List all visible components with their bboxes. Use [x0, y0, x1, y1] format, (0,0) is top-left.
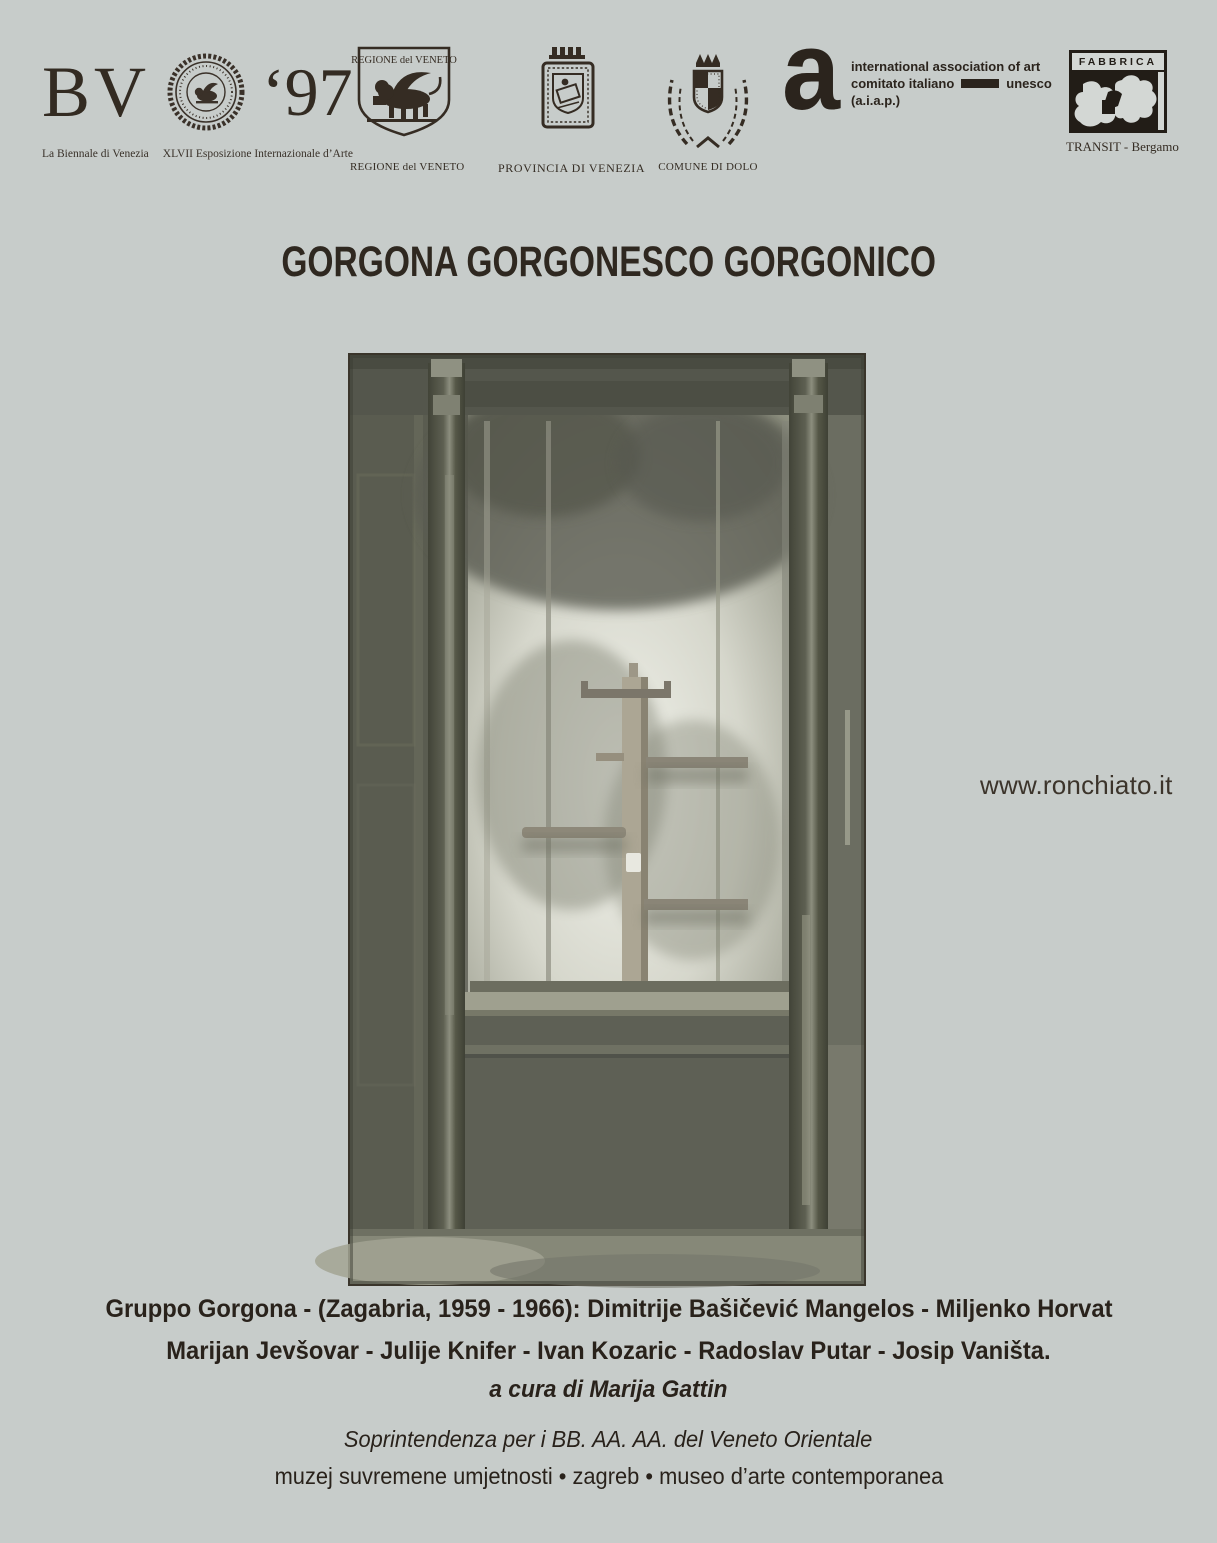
exhibition-photo [348, 353, 866, 1286]
aiap-line2: comitato italiano unesco [851, 76, 1052, 92]
provincia-venezia-crest-icon [535, 44, 601, 142]
regione-caption: REGIONE del VENETO [350, 161, 465, 173]
comune-caption: COMUNE DI DOLO [658, 161, 758, 173]
biennale-caption-left: La Biennale di Venezia [42, 148, 149, 160]
biennale-caption-right: XLVII Esposizione Internazionale d’Arte [162, 148, 353, 160]
biennale-monogram: BV [42, 52, 151, 132]
title-row [0, 238, 1217, 287]
fabbrica-label: FABBRICA [1072, 53, 1164, 72]
fabbrica-caption: TRANSIT - Bergamo [1066, 139, 1179, 154]
aiap-glyph: a [782, 8, 841, 133]
storefront-photo-graphic [350, 355, 864, 1284]
aiap-text-block [851, 50, 1052, 109]
biennale-seal-icon [166, 52, 246, 132]
aiap-a-icon [781, 8, 841, 133]
website-url: www.ronchiato.it [980, 770, 1173, 800]
credits-organizer: Soprintendenza per i BB. AA. AA. del Veneto Orientale [344, 1426, 873, 1452]
comune-dolo-logo [650, 50, 766, 173]
aiap-line1: international association of art [851, 59, 1041, 74]
provincia-caption: PROVINCIA DI VENEZIA [498, 161, 646, 175]
credits-curator: a cura di Marija Gattin [489, 1376, 728, 1403]
credits-artists-line1: Gruppo Gorgona - (Zagabria, 1959 - 1966): Dimitrije Bašičević Mangelos - Miljenko Horvat [105, 1295, 1112, 1323]
biennale-year: ‘97 [262, 54, 353, 130]
regione-veneto-logo [350, 44, 465, 173]
unesco-bar-icon [961, 79, 999, 88]
provincia-venezia-logo [498, 44, 646, 176]
fabbrica-logo [1066, 50, 1179, 155]
regione-veneto-crest-icon [353, 44, 455, 140]
regione-shield-text: REGIONE del VENETO [351, 55, 457, 66]
fabbrica-gears-icon [1072, 72, 1158, 130]
aiap-logo [781, 8, 1052, 133]
biennale-venezia-logo [42, 48, 353, 160]
aiap-line3: (a.i.a.p.) [851, 93, 901, 109]
comune-dolo-crest-icon [655, 50, 761, 152]
fabbrica-box [1069, 50, 1167, 133]
credits-museums: muzej suvremene umjetnosti • zagreb • museo d’arte contemporanea [274, 1463, 943, 1489]
exhibition-title: GORGONA GORGONESCO GORGONICO [281, 238, 936, 286]
credits-artists-line2: Marijan Jevšovar - Julije Knifer - Ivan Kozaric - Radoslav Putar - Josip Vaništa. [166, 1337, 1051, 1365]
